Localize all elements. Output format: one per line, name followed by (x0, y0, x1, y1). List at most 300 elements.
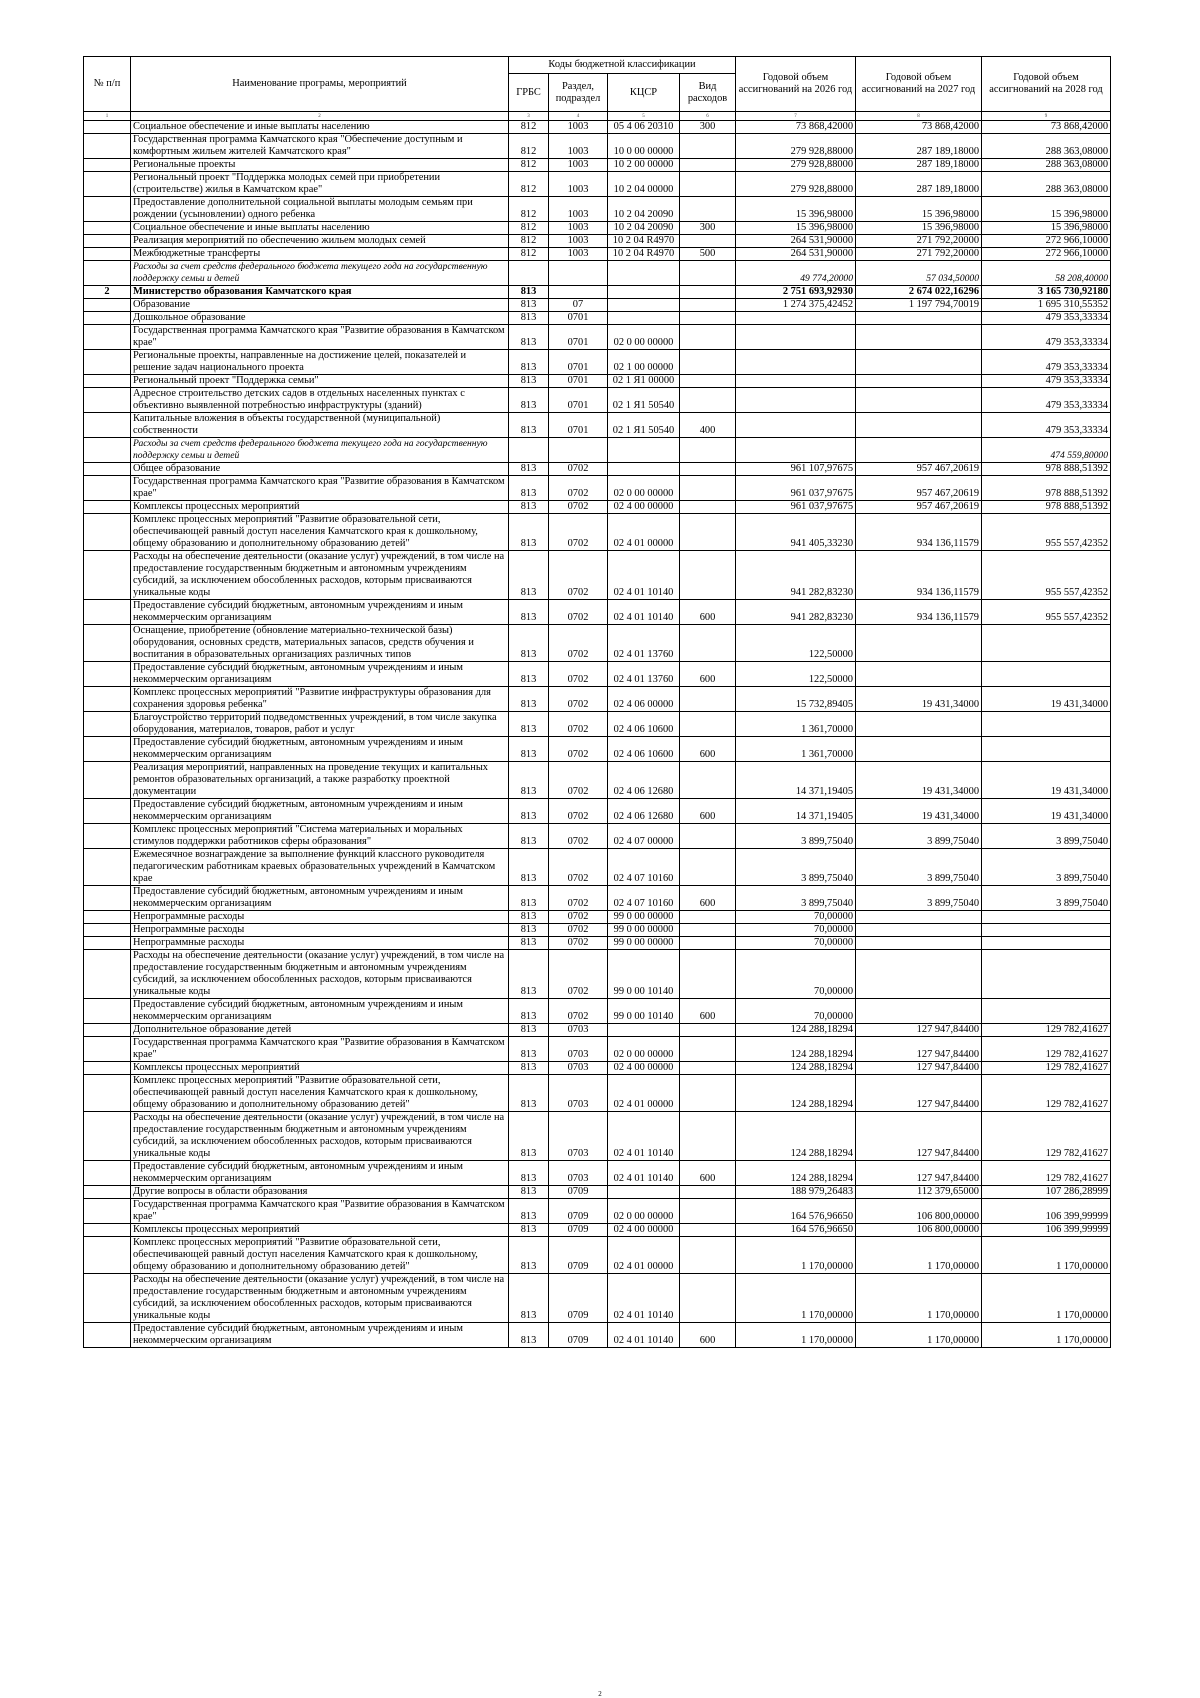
row-amount-2027: 112 379,65000 (856, 1186, 982, 1199)
row-number (84, 737, 131, 762)
row-vid (680, 1112, 736, 1161)
row-number (84, 1323, 131, 1348)
table-row (84, 1237, 1111, 1274)
table-row (84, 662, 1111, 687)
table-row (84, 687, 1111, 712)
row-number (84, 501, 131, 514)
row-amount-2026: 961 037,97675 (736, 501, 856, 514)
row-razdel: 0701 (549, 388, 608, 413)
row-amount-2027: 127 947,84400 (856, 1161, 982, 1186)
row-grbs: 813 (509, 1323, 549, 1348)
row-amount-2026: 961 107,97675 (736, 463, 856, 476)
row-name: Адресное строительство детских садов в отдельных населенных пунктах с объективно выявленной потребностью инфраструктуры (зданий) (131, 388, 509, 413)
row-name: Региональные проекты (131, 159, 509, 172)
row-vid (680, 375, 736, 388)
row-razdel: 0709 (549, 1237, 608, 1274)
row-number: 2 (84, 286, 131, 299)
row-amount-2027 (856, 911, 982, 924)
row-number (84, 886, 131, 911)
row-number (84, 1037, 131, 1062)
row-amount-2027: 287 189,18000 (856, 159, 982, 172)
row-name: Расходы на обеспечение деятельности (оказание услуг) учреждений, в том числе на предоставление государственным бюджетным и автономным учреждениям субсидий, за исключением обособленных расходов, которым присваиваются уникальные коды (131, 950, 509, 999)
row-kcsr: 02 4 01 10140 (608, 551, 680, 600)
row-amount-2028: 129 782,41627 (982, 1037, 1111, 1062)
row-amount-2027: 57 034,50000 (856, 261, 982, 286)
row-amount-2027: 1 170,00000 (856, 1274, 982, 1323)
row-number (84, 197, 131, 222)
table-row (84, 1323, 1111, 1348)
row-kcsr (608, 438, 680, 463)
row-amount-2026 (736, 388, 856, 413)
table-row (84, 299, 1111, 312)
row-kcsr: 99 0 00 10140 (608, 950, 680, 999)
row-amount-2028: 129 782,41627 (982, 1024, 1111, 1037)
header-2027: Годовой объем ассигнований на 2027 год (856, 57, 982, 112)
row-name: Предоставление субсидий бюджетным, автономным учреждениям и иным некоммерческим организациям (131, 886, 509, 911)
row-amount-2026: 961 037,97675 (736, 476, 856, 501)
row-amount-2026 (736, 312, 856, 325)
row-number (84, 388, 131, 413)
row-grbs: 813 (509, 712, 549, 737)
row-number (84, 222, 131, 235)
row-razdel: 0701 (549, 325, 608, 350)
row-name: Социальное обеспечение и иные выплаты населению (131, 121, 509, 134)
table-row (84, 1062, 1111, 1075)
row-number (84, 514, 131, 551)
row-amount-2028 (982, 662, 1111, 687)
table-row (84, 222, 1111, 235)
row-amount-2027: 957 467,20619 (856, 463, 982, 476)
row-amount-2028: 73 868,42000 (982, 121, 1111, 134)
row-amount-2026: 1 170,00000 (736, 1237, 856, 1274)
row-vid (680, 762, 736, 799)
row-vid (680, 325, 736, 350)
row-kcsr: 02 4 01 00000 (608, 514, 680, 551)
row-number (84, 1075, 131, 1112)
page-number: 2 (598, 1690, 602, 1698)
row-kcsr: 02 4 01 00000 (608, 1237, 680, 1274)
row-amount-2028: 129 782,41627 (982, 1112, 1111, 1161)
row-vid (680, 299, 736, 312)
row-amount-2028: 288 363,08000 (982, 159, 1111, 172)
row-number (84, 625, 131, 662)
row-vid (680, 1224, 736, 1237)
row-amount-2027: 19 431,34000 (856, 762, 982, 799)
row-amount-2028: 1 695 310,55352 (982, 299, 1111, 312)
row-name: Государственная программа Камчатского края "Развитие образования в Камчатском крае" (131, 476, 509, 501)
table-row (84, 121, 1111, 134)
row-grbs: 813 (509, 413, 549, 438)
row-name: Реализация мероприятий, направленных на проведение текущих и капитальных ремонтов образовательных организаций, а также разработку проектной документации (131, 762, 509, 799)
row-amount-2028: 1 170,00000 (982, 1323, 1111, 1348)
row-amount-2026: 3 899,75040 (736, 824, 856, 849)
row-name: Региональный проект "Поддержка семьи" (131, 375, 509, 388)
column-numbers-row (84, 112, 1111, 121)
row-name: Региональный проект "Поддержка молодых семей при приобретении (строительстве) жилья в Камчатском крае" (131, 172, 509, 197)
row-grbs: 813 (509, 375, 549, 388)
row-razdel: 0702 (549, 911, 608, 924)
row-amount-2027: 287 189,18000 (856, 172, 982, 197)
table-row (84, 514, 1111, 551)
row-kcsr: 10 2 04 20090 (608, 222, 680, 235)
header-razdel: Раздел, подраздел (549, 74, 608, 112)
row-razdel: 0702 (549, 463, 608, 476)
table-row (84, 248, 1111, 261)
row-vid: 600 (680, 600, 736, 625)
row-number (84, 312, 131, 325)
row-kcsr: 10 2 00 00000 (608, 159, 680, 172)
row-name: Предоставление субсидий бюджетным, автономным учреждениям и иным некоммерческим организациям (131, 799, 509, 824)
row-amount-2027: 287 189,18000 (856, 134, 982, 159)
row-amount-2026: 941 282,83230 (736, 600, 856, 625)
row-kcsr: 02 1 Я1 50540 (608, 413, 680, 438)
row-amount-2026: 14 371,19405 (736, 762, 856, 799)
row-number (84, 662, 131, 687)
row-number (84, 924, 131, 937)
table-row (84, 235, 1111, 248)
row-grbs: 813 (509, 514, 549, 551)
row-amount-2027 (856, 625, 982, 662)
row-razdel: 0701 (549, 375, 608, 388)
row-vid (680, 924, 736, 937)
table-row (84, 950, 1111, 999)
row-razdel: 0702 (549, 551, 608, 600)
table-row (84, 600, 1111, 625)
row-amount-2028: 19 431,34000 (982, 762, 1111, 799)
row-amount-2028: 474 559,80000 (982, 438, 1111, 463)
row-amount-2027 (856, 413, 982, 438)
row-vid: 600 (680, 662, 736, 687)
row-grbs: 813 (509, 1037, 549, 1062)
row-amount-2028: 955 557,42352 (982, 600, 1111, 625)
row-razdel: 0702 (549, 476, 608, 501)
row-vid (680, 476, 736, 501)
table-body (84, 121, 1111, 1348)
row-name: Оснащение, приобретение (обновление материально-технической базы) оборудования, основных средств, материальных запасов, средств обучения и воспитания в образовательных организациях различных типов (131, 625, 509, 662)
table-row (84, 197, 1111, 222)
table-row (84, 463, 1111, 476)
row-vid: 600 (680, 737, 736, 762)
row-kcsr: 02 4 06 00000 (608, 687, 680, 712)
row-number (84, 824, 131, 849)
row-razdel: 0701 (549, 413, 608, 438)
row-amount-2028: 15 396,98000 (982, 222, 1111, 235)
row-grbs: 813 (509, 312, 549, 325)
row-amount-2026: 264 531,90000 (736, 248, 856, 261)
row-name: Благоустройство территорий подведомственных учреждений, в том числе закупка оборудования, материалов, товаров, работ и услуг (131, 712, 509, 737)
row-kcsr: 02 4 00 00000 (608, 1224, 680, 1237)
row-grbs: 813 (509, 911, 549, 924)
row-amount-2027: 127 947,84400 (856, 1037, 982, 1062)
row-grbs: 813 (509, 762, 549, 799)
row-vid: 600 (680, 1323, 736, 1348)
row-amount-2026: 264 531,90000 (736, 235, 856, 248)
column-number: 7 (736, 112, 856, 121)
row-razdel: 0709 (549, 1199, 608, 1224)
row-amount-2026: 124 288,18294 (736, 1075, 856, 1112)
row-kcsr: 02 4 01 10140 (608, 1274, 680, 1323)
header-codes: Коды бюджетной классификации (509, 57, 736, 74)
row-name: Комплексы процессных мероприятий (131, 1062, 509, 1075)
row-amount-2027: 1 170,00000 (856, 1323, 982, 1348)
row-kcsr: 02 4 01 10140 (608, 1323, 680, 1348)
row-kcsr: 02 4 01 10140 (608, 1161, 680, 1186)
row-grbs: 813 (509, 687, 549, 712)
row-amount-2028 (982, 937, 1111, 950)
row-vid: 600 (680, 999, 736, 1024)
row-amount-2028: 58 208,40000 (982, 261, 1111, 286)
row-grbs: 813 (509, 1237, 549, 1274)
table-row (84, 712, 1111, 737)
row-amount-2026: 1 361,70000 (736, 712, 856, 737)
header-num: № п/п (84, 57, 131, 112)
row-razdel: 0702 (549, 762, 608, 799)
row-amount-2026: 2 751 693,92930 (736, 286, 856, 299)
row-amount-2026: 124 288,18294 (736, 1062, 856, 1075)
row-amount-2027: 957 467,20619 (856, 476, 982, 501)
row-number (84, 299, 131, 312)
row-kcsr: 02 1 Я1 00000 (608, 375, 680, 388)
table-row (84, 172, 1111, 197)
table-row (84, 1224, 1111, 1237)
row-vid (680, 1075, 736, 1112)
row-grbs: 813 (509, 476, 549, 501)
row-amount-2026: 164 576,96650 (736, 1199, 856, 1224)
row-vid (680, 950, 736, 999)
row-grbs: 813 (509, 999, 549, 1024)
row-number (84, 849, 131, 886)
row-vid (680, 1186, 736, 1199)
row-razdel: 0703 (549, 1037, 608, 1062)
row-vid (680, 1237, 736, 1274)
row-kcsr: 02 4 01 10140 (608, 1112, 680, 1161)
row-name: Расходы на обеспечение деятельности (оказание услуг) учреждений, в том числе на предоставление государственным бюджетным и автономным учреждениям субсидий, за исключением обособленных расходов, которым присваиваются уникальные коды (131, 551, 509, 600)
table-row (84, 1161, 1111, 1186)
row-name: Непрограммные расходы (131, 937, 509, 950)
table-row (84, 937, 1111, 950)
row-razdel: 0701 (549, 312, 608, 325)
row-name: Предоставление субсидий бюджетным, автономным учреждениям и иным некоммерческим организациям (131, 999, 509, 1024)
row-vid: 600 (680, 1161, 736, 1186)
row-name: Государственная программа Камчатского края "Развитие образования в Камчатском крае" (131, 325, 509, 350)
row-grbs: 813 (509, 600, 549, 625)
row-amount-2027: 1 197 794,70019 (856, 299, 982, 312)
row-amount-2028: 3 899,75040 (982, 886, 1111, 911)
table-row (84, 886, 1111, 911)
row-amount-2027 (856, 325, 982, 350)
table-row (84, 312, 1111, 325)
row-kcsr: 02 1 Я1 50540 (608, 388, 680, 413)
row-vid (680, 501, 736, 514)
row-kcsr: 02 4 06 10600 (608, 737, 680, 762)
row-number (84, 551, 131, 600)
column-number: 5 (608, 112, 680, 121)
row-amount-2028: 107 286,28999 (982, 1186, 1111, 1199)
row-number (84, 687, 131, 712)
header-grbs: ГРБС (509, 74, 549, 112)
row-number (84, 438, 131, 463)
row-razdel: 0702 (549, 737, 608, 762)
table-row (84, 799, 1111, 824)
row-amount-2027: 127 947,84400 (856, 1075, 982, 1112)
table-header (84, 57, 1111, 121)
row-number (84, 1237, 131, 1274)
row-amount-2026 (736, 413, 856, 438)
row-name: Межбюджетные трансферты (131, 248, 509, 261)
row-grbs: 813 (509, 350, 549, 375)
row-kcsr: 02 4 07 10160 (608, 886, 680, 911)
row-vid (680, 1199, 736, 1224)
row-grbs: 813 (509, 824, 549, 849)
table-row (84, 1024, 1111, 1037)
row-name: Комплекс процессных мероприятий "Развитие инфраструктуры образования для сохранения здоровья ребенка" (131, 687, 509, 712)
row-amount-2026: 49 774,20000 (736, 261, 856, 286)
column-number: 8 (856, 112, 982, 121)
row-vid (680, 388, 736, 413)
row-razdel: 0709 (549, 1224, 608, 1237)
row-grbs: 813 (509, 1199, 549, 1224)
header-vid: Вид расходов (680, 74, 736, 112)
row-amount-2026: 1 170,00000 (736, 1323, 856, 1348)
row-amount-2026: 70,00000 (736, 937, 856, 950)
row-amount-2028: 3 165 730,92180 (982, 286, 1111, 299)
row-kcsr (608, 1186, 680, 1199)
row-razdel (549, 438, 608, 463)
row-name: Комплексы процессных мероприятий (131, 1224, 509, 1237)
row-amount-2026: 70,00000 (736, 911, 856, 924)
row-name: Расходы за счет средств федерального бюджета текущего года на государственную поддержку семьи и детей (131, 438, 509, 463)
row-razdel: 0709 (549, 1186, 608, 1199)
row-razdel: 0702 (549, 849, 608, 886)
row-amount-2028: 106 399,99999 (982, 1199, 1111, 1224)
row-razdel: 0703 (549, 1062, 608, 1075)
table-row (84, 476, 1111, 501)
row-razdel: 1003 (549, 121, 608, 134)
row-kcsr: 02 4 06 12680 (608, 762, 680, 799)
row-number (84, 1199, 131, 1224)
row-name: Комплекс процессных мероприятий "Развитие образовательной сети, обеспечивающей равный доступ населения Камчатского края к дошкольному, общему образованию и дополнительному образованию детей" (131, 1075, 509, 1112)
row-name: Региональные проекты, направленные на достижение целей, показателей и решение задач национального проекта (131, 350, 509, 375)
row-name: Предоставление субсидий бюджетным, автономным учреждениям и иным некоммерческим организациям (131, 662, 509, 687)
row-name: Непрограммные расходы (131, 911, 509, 924)
row-amount-2027: 106 800,00000 (856, 1199, 982, 1224)
row-vid (680, 235, 736, 248)
row-name: Государственная программа Камчатского края "Развитие образования в Камчатском крае" (131, 1199, 509, 1224)
table-row (84, 1199, 1111, 1224)
row-number (84, 463, 131, 476)
row-grbs: 812 (509, 121, 549, 134)
row-vid (680, 911, 736, 924)
row-number (84, 375, 131, 388)
table-row (84, 413, 1111, 438)
row-number (84, 600, 131, 625)
row-grbs: 813 (509, 1224, 549, 1237)
row-amount-2027: 1 170,00000 (856, 1237, 982, 1274)
row-razdel: 1003 (549, 248, 608, 261)
row-number (84, 1161, 131, 1186)
row-razdel: 0703 (549, 1112, 608, 1161)
table-row (84, 159, 1111, 172)
row-vid (680, 463, 736, 476)
row-amount-2027: 73 868,42000 (856, 121, 982, 134)
row-number (84, 712, 131, 737)
row-amount-2028: 479 353,33334 (982, 388, 1111, 413)
row-amount-2026: 15 732,89405 (736, 687, 856, 712)
table-row (84, 286, 1111, 299)
row-kcsr: 02 4 00 00000 (608, 1062, 680, 1075)
row-number (84, 937, 131, 950)
row-kcsr: 02 4 01 13760 (608, 625, 680, 662)
row-amount-2028 (982, 911, 1111, 924)
row-name: Комплекс процессных мероприятий "Развитие образовательной сети, обеспечивающей равный доступ населения Камчатского края к дошкольному, общему образованию и дополнительному образованию детей" (131, 1237, 509, 1274)
row-amount-2028 (982, 924, 1111, 937)
row-amount-2028: 479 353,33334 (982, 325, 1111, 350)
row-amount-2027 (856, 737, 982, 762)
row-kcsr: 02 4 01 10140 (608, 600, 680, 625)
row-number (84, 350, 131, 375)
row-grbs: 813 (509, 849, 549, 886)
row-vid (680, 197, 736, 222)
row-kcsr: 02 4 01 13760 (608, 662, 680, 687)
table-row (84, 134, 1111, 159)
row-amount-2028: 978 888,51392 (982, 463, 1111, 476)
row-kcsr: 02 1 00 00000 (608, 350, 680, 375)
column-number: 3 (509, 112, 549, 121)
row-grbs: 813 (509, 299, 549, 312)
row-grbs: 813 (509, 1161, 549, 1186)
row-amount-2028: 19 431,34000 (982, 799, 1111, 824)
row-kcsr: 10 2 04 20090 (608, 197, 680, 222)
row-number (84, 121, 131, 134)
row-vid (680, 438, 736, 463)
column-number: 2 (131, 112, 509, 121)
row-grbs: 813 (509, 1062, 549, 1075)
row-grbs: 812 (509, 197, 549, 222)
row-grbs: 813 (509, 737, 549, 762)
row-razdel: 1003 (549, 235, 608, 248)
row-kcsr: 99 0 00 10140 (608, 999, 680, 1024)
row-razdel: 0702 (549, 937, 608, 950)
row-name: Непрограммные расходы (131, 924, 509, 937)
row-amount-2027: 19 431,34000 (856, 687, 982, 712)
row-amount-2026: 122,50000 (736, 662, 856, 687)
row-vid (680, 1062, 736, 1075)
row-vid (680, 159, 736, 172)
row-vid (680, 687, 736, 712)
row-amount-2027: 106 800,00000 (856, 1224, 982, 1237)
row-vid: 400 (680, 413, 736, 438)
table-row (84, 737, 1111, 762)
row-amount-2028: 1 170,00000 (982, 1237, 1111, 1274)
row-grbs: 812 (509, 248, 549, 261)
row-kcsr: 02 4 01 00000 (608, 1075, 680, 1112)
row-kcsr: 02 4 00 00000 (608, 501, 680, 514)
row-kcsr: 02 0 00 00000 (608, 476, 680, 501)
row-vid: 300 (680, 222, 736, 235)
row-kcsr: 10 2 04 R4970 (608, 235, 680, 248)
row-amount-2027: 15 396,98000 (856, 222, 982, 235)
row-grbs: 813 (509, 388, 549, 413)
row-number (84, 476, 131, 501)
row-amount-2026: 15 396,98000 (736, 197, 856, 222)
row-amount-2026: 1 170,00000 (736, 1274, 856, 1323)
row-razdel: 0702 (549, 712, 608, 737)
row-grbs: 812 (509, 235, 549, 248)
table-row (84, 999, 1111, 1024)
row-grbs: 812 (509, 134, 549, 159)
row-name: Образование (131, 299, 509, 312)
row-number (84, 413, 131, 438)
